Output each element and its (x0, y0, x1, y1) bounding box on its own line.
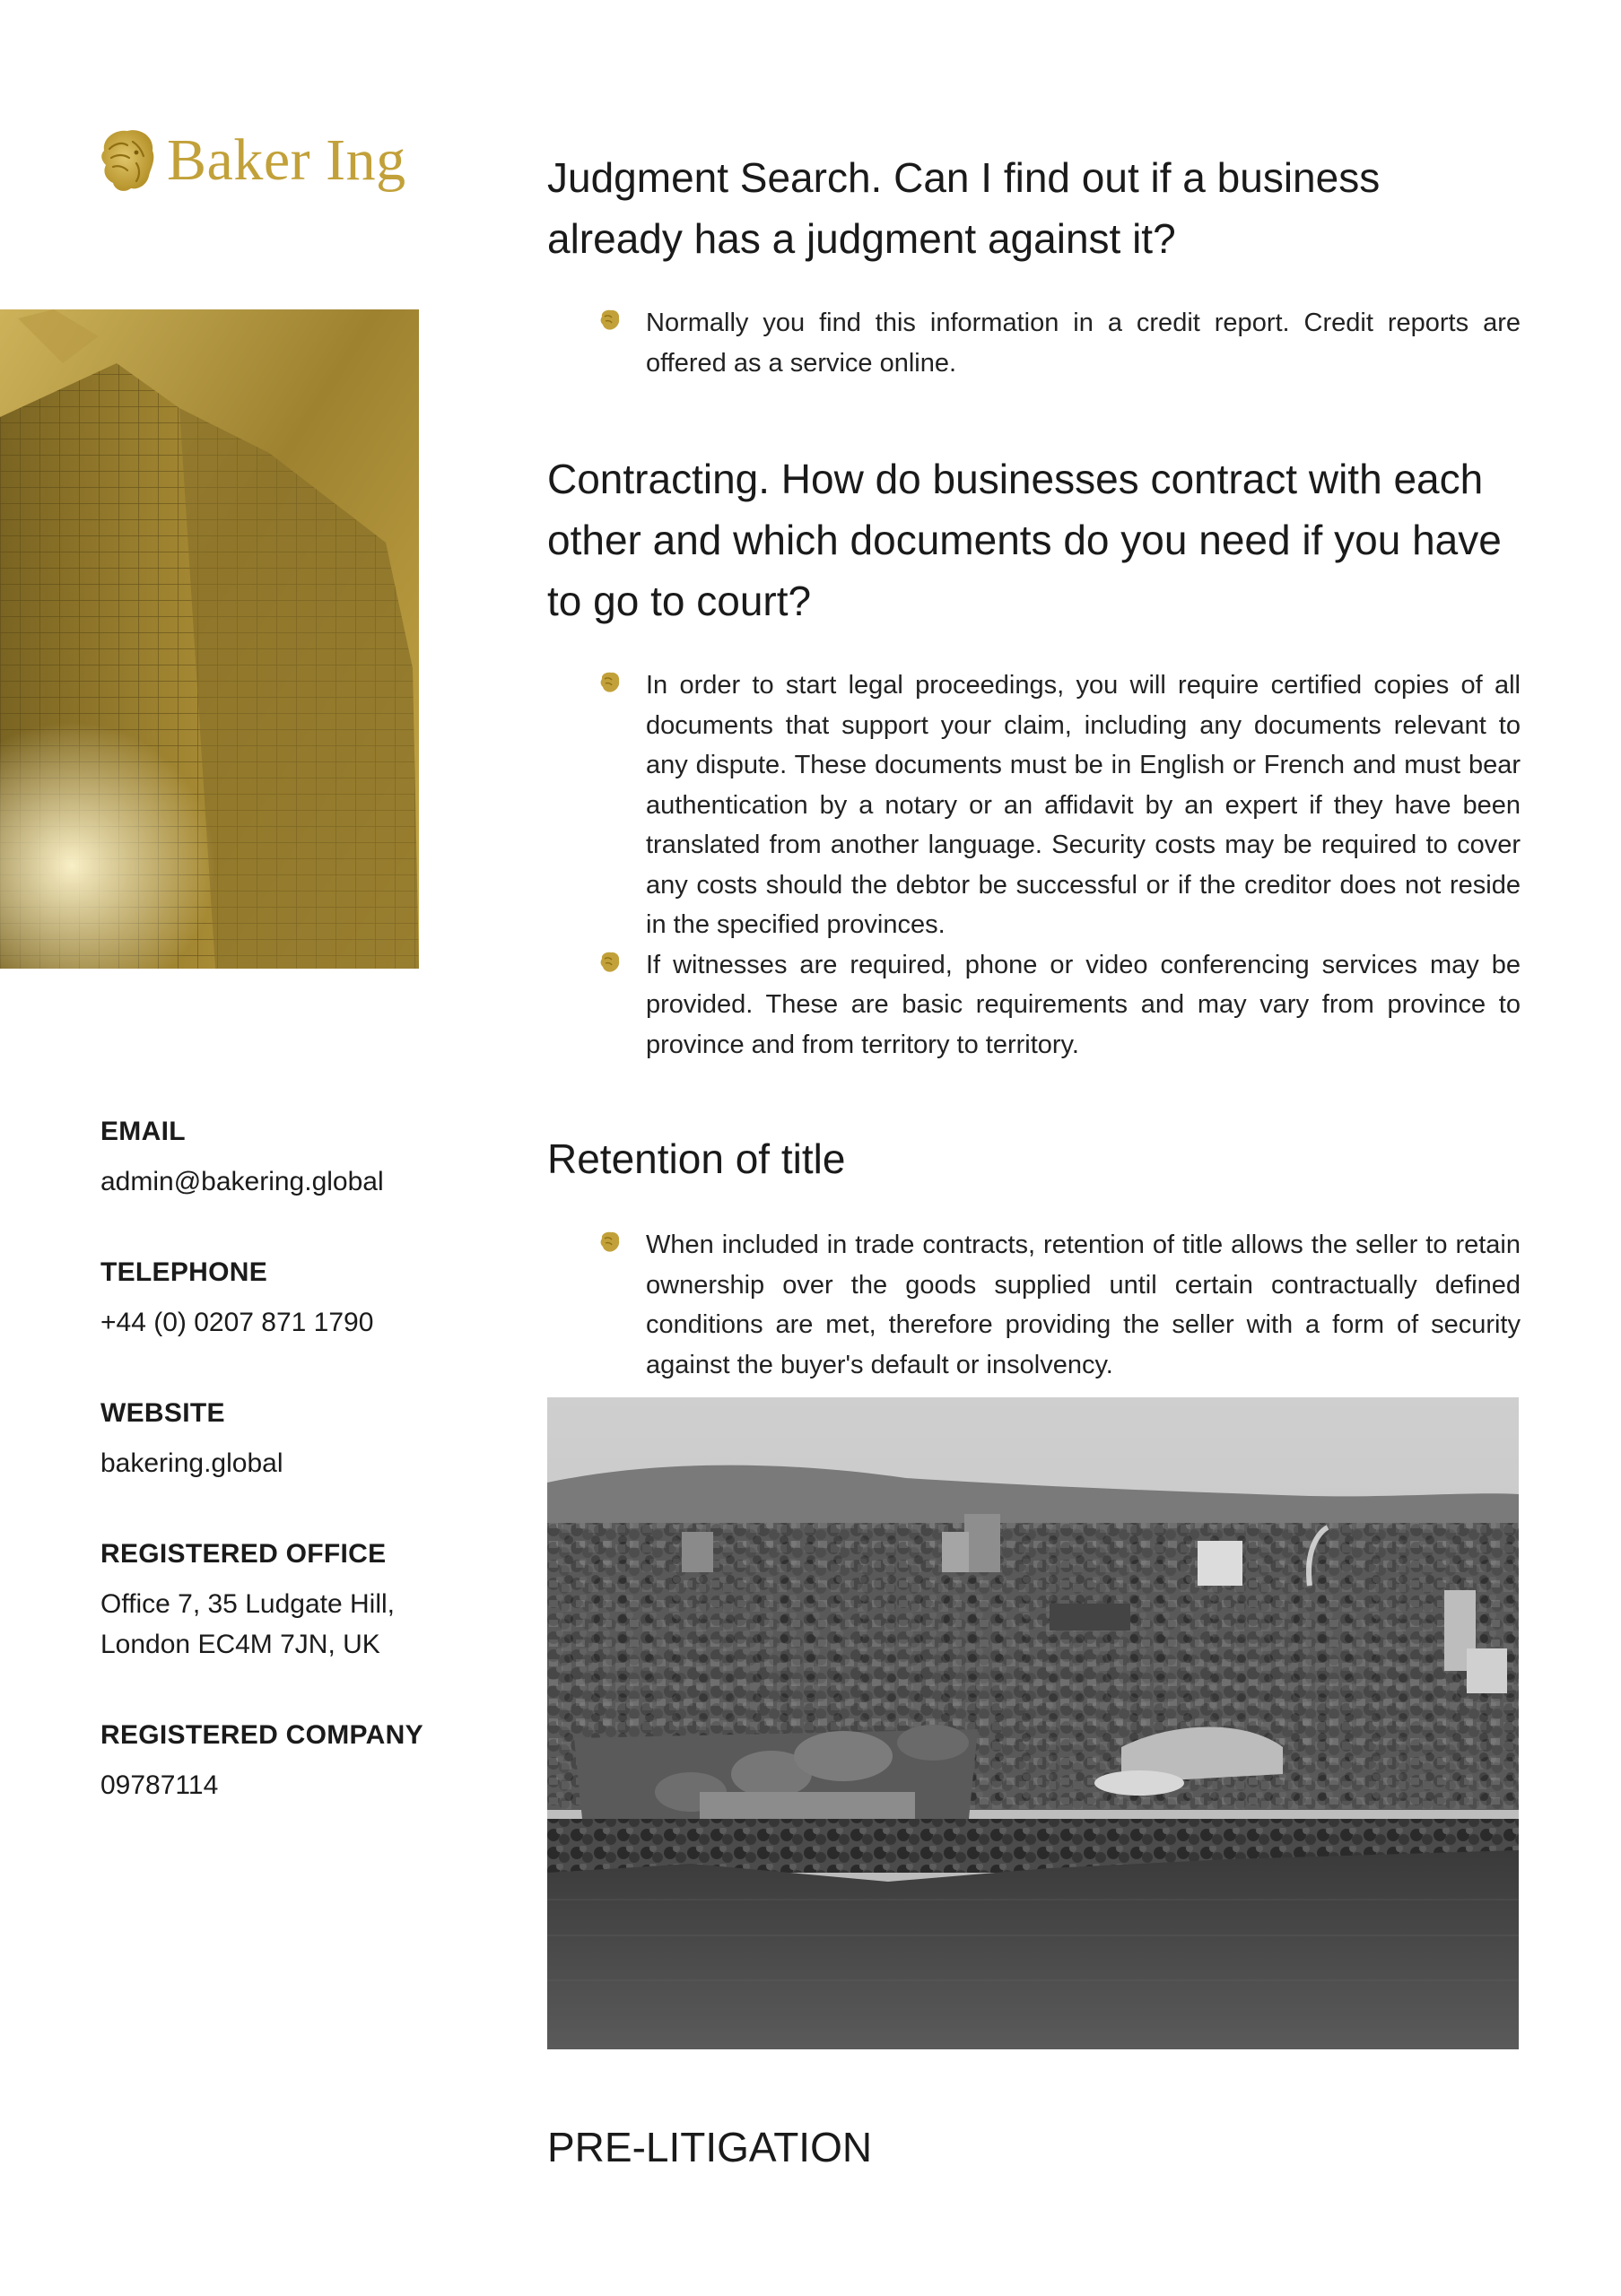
brand-name: Baker Ing (167, 127, 406, 193)
building-illustration (0, 309, 419, 969)
list-item (547, 945, 1521, 1065)
contact-label: WEBSITE (100, 1398, 225, 1428)
bullet-list-judgment (547, 303, 1521, 383)
telephone-value[interactable]: +44 (0) 0207 871 1790 (100, 1308, 374, 1337)
city-photo (547, 1397, 1519, 2049)
contact-info (100, 1117, 441, 1861)
bullet-text: In order to start legal proceedings, you will require certified copies of all documents that support your claim, including any documents relevant to any dispute. These documents must be in English or French and must bear authentication by a notary or an affidavit by an expert if they have been translated from another language. Security costs may be required to cover any costs should the debtor be successful or if the creditor does not reside in the specified provinces. (646, 671, 1521, 939)
bullet-list-contracting (547, 665, 1521, 1065)
building-image (0, 309, 419, 969)
contact-label: EMAIL (100, 1117, 186, 1146)
section-heading-judgment: Judgment Search. Can I find out if a business already has a judgment against it? (547, 154, 1381, 262)
brand-logo (97, 126, 406, 196)
contact-label: REGISTERED COMPANY (100, 1720, 423, 1750)
email-value[interactable]: admin@bakering.global (100, 1167, 384, 1196)
section-heading-pre-litigation: PRE-LITIGATION (547, 2124, 873, 2170)
section-heading-contracting: Contracting. How do businesses contract with each other and which documents do you need if you have to go to court? (547, 456, 1502, 624)
contact-email (100, 1117, 441, 1202)
bullet-text: Normally you find this information in a credit report. Credit reports are offered as a service online. (646, 309, 1521, 378)
list-item (547, 1225, 1521, 1385)
list-item (547, 303, 1521, 383)
contact-label: REGISTERED OFFICE (100, 1539, 387, 1569)
section-heading-retention: Retention of title (547, 1135, 846, 1182)
lion-bullet-icon (599, 951, 621, 974)
lion-head-icon (97, 126, 160, 196)
contact-telephone (100, 1257, 441, 1343)
bullet-list-retention (547, 1225, 1521, 1385)
contact-website (100, 1398, 441, 1483)
lion-bullet-icon (599, 309, 621, 332)
contact-label: TELEPHONE (100, 1257, 268, 1287)
lion-bullet-icon (599, 671, 621, 694)
company-number: 09787114 (100, 1770, 219, 1800)
bullet-text: When included in trade contracts, retention of title allows the seller to retain ownership over the goods supplied until certain contractually defined conditions are met, therefore providing the seller with a form of security against the buyer's default or insolvency. (646, 1231, 1521, 1379)
bullet-text: If witnesses are required, phone or video conferencing services may be provided. These are basic requirements and may vary from province to province and from territory to territory. (646, 950, 1521, 1059)
lion-bullet-icon (599, 1231, 621, 1254)
website-value[interactable]: bakering.global (100, 1448, 283, 1478)
city-illustration (547, 1397, 1519, 2049)
contact-office (100, 1539, 441, 1665)
contact-company (100, 1720, 441, 1805)
list-item (547, 665, 1521, 945)
office-address: Office 7, 35 Ludgate Hill, London EC4M 7JN, UK (100, 1589, 395, 1659)
